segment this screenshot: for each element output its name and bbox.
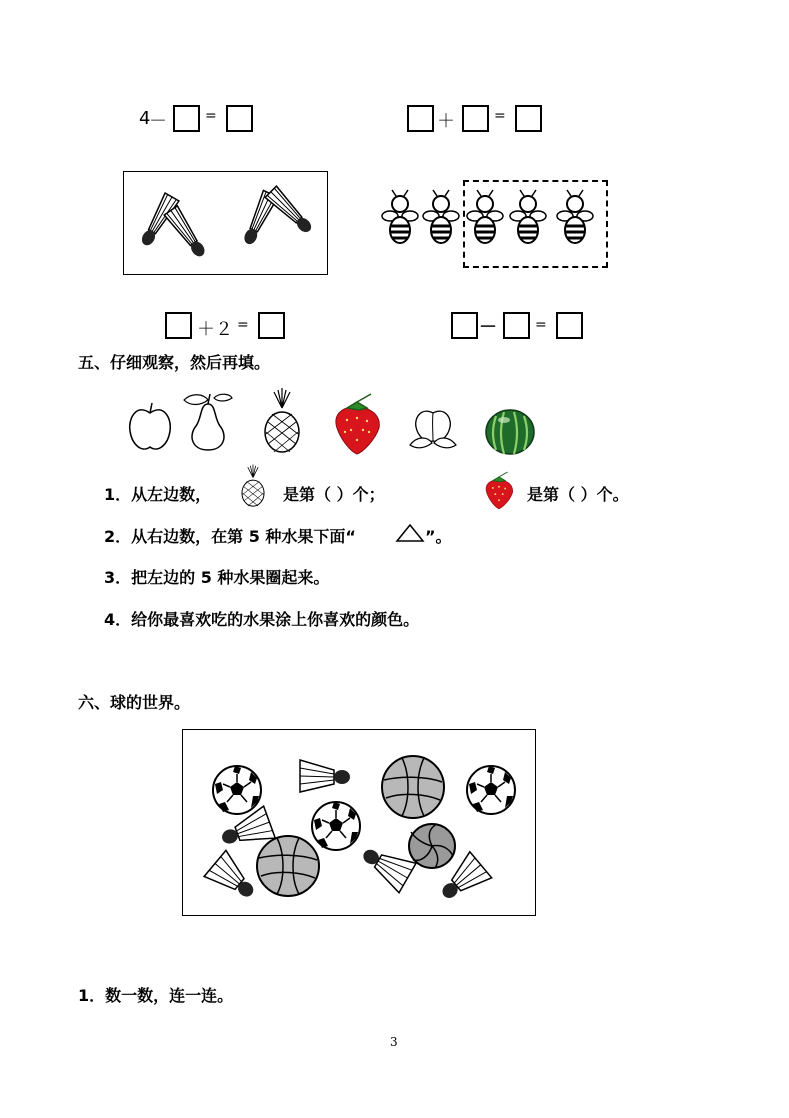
shuttlecock-icon: [355, 838, 415, 892]
eq1-answer-box-2[interactable]: [226, 105, 253, 132]
section5-heading: 五、仔细观察，然后再填。: [78, 353, 271, 372]
pear-icon: [178, 390, 236, 452]
eq3-answer-box-2[interactable]: [258, 312, 285, 339]
eq3-equals-sign: =: [237, 317, 249, 333]
bee-icon: [555, 190, 595, 248]
shuttlecock-icon: [215, 806, 275, 856]
eq4-answer-box-2[interactable]: [503, 312, 530, 339]
apple-icon: [126, 401, 174, 453]
shuttlecock-icon: [435, 855, 491, 907]
q2-prefix-text: 2．从右边数，在第 5 种水果下面“: [104, 527, 356, 546]
eq4-answer-box-1[interactable]: [451, 312, 478, 339]
pineapple-icon: [240, 463, 266, 509]
eq3-answer-box-1[interactable]: [165, 312, 192, 339]
pineapple-icon: [262, 388, 302, 454]
section6-heading: 六、球的世界。: [78, 693, 191, 712]
shuttlecock-icon: [158, 200, 218, 270]
section6-sub-question-1: 1．数一数，连一连。: [78, 986, 234, 1005]
soccer-ball-icon: [465, 764, 517, 816]
bee-icon: [380, 190, 420, 248]
watermelon-icon: [484, 408, 536, 456]
eq2-answer-box-3[interactable]: [515, 105, 542, 132]
peach-icon: [408, 405, 458, 449]
page-number: 3: [390, 1035, 398, 1049]
bee-icon: [465, 190, 505, 248]
eq1-minus-sign: －: [149, 111, 167, 132]
q4-text: 4．给你最喜欢吃的水果涂上你喜欢的颜色。: [104, 610, 420, 629]
q3-text: 3．把左边的 5 种水果圈起来。: [104, 568, 330, 587]
bee-icon: [508, 190, 548, 248]
eq2-answer-box-1[interactable]: [407, 105, 434, 132]
eq3-plus-two: ＋２: [197, 319, 233, 340]
q2-suffix-text: ”。: [425, 527, 452, 546]
bee-icon: [421, 190, 461, 248]
eq1-equals-sign: =: [205, 108, 217, 124]
eq1-answer-box-1[interactable]: [173, 105, 200, 132]
eq2-answer-box-2[interactable]: [462, 105, 489, 132]
eq4-equals-sign: =: [535, 317, 547, 333]
shuttlecock-icon: [296, 754, 356, 798]
eq2-equals-sign: =: [494, 108, 506, 124]
basketball-icon: [380, 754, 446, 820]
eq4-answer-box-3[interactable]: [556, 312, 583, 339]
triangle-icon: [395, 523, 425, 543]
q1-suffix-text: 是第（ ）个。: [527, 485, 629, 504]
eq4-minus-sign: －: [479, 317, 497, 338]
eq1-number: 4: [139, 108, 151, 129]
eq2-plus-sign: ＋: [437, 111, 455, 132]
shuttlecock-icon: [262, 178, 322, 248]
q1-mid-text: 是第（ ）个；: [283, 485, 385, 504]
q1-prefix-text: 1．从左边数，: [104, 485, 212, 504]
strawberry-icon: [331, 394, 383, 456]
shuttlecock-icon: [205, 853, 259, 905]
strawberry-icon: [483, 472, 515, 510]
